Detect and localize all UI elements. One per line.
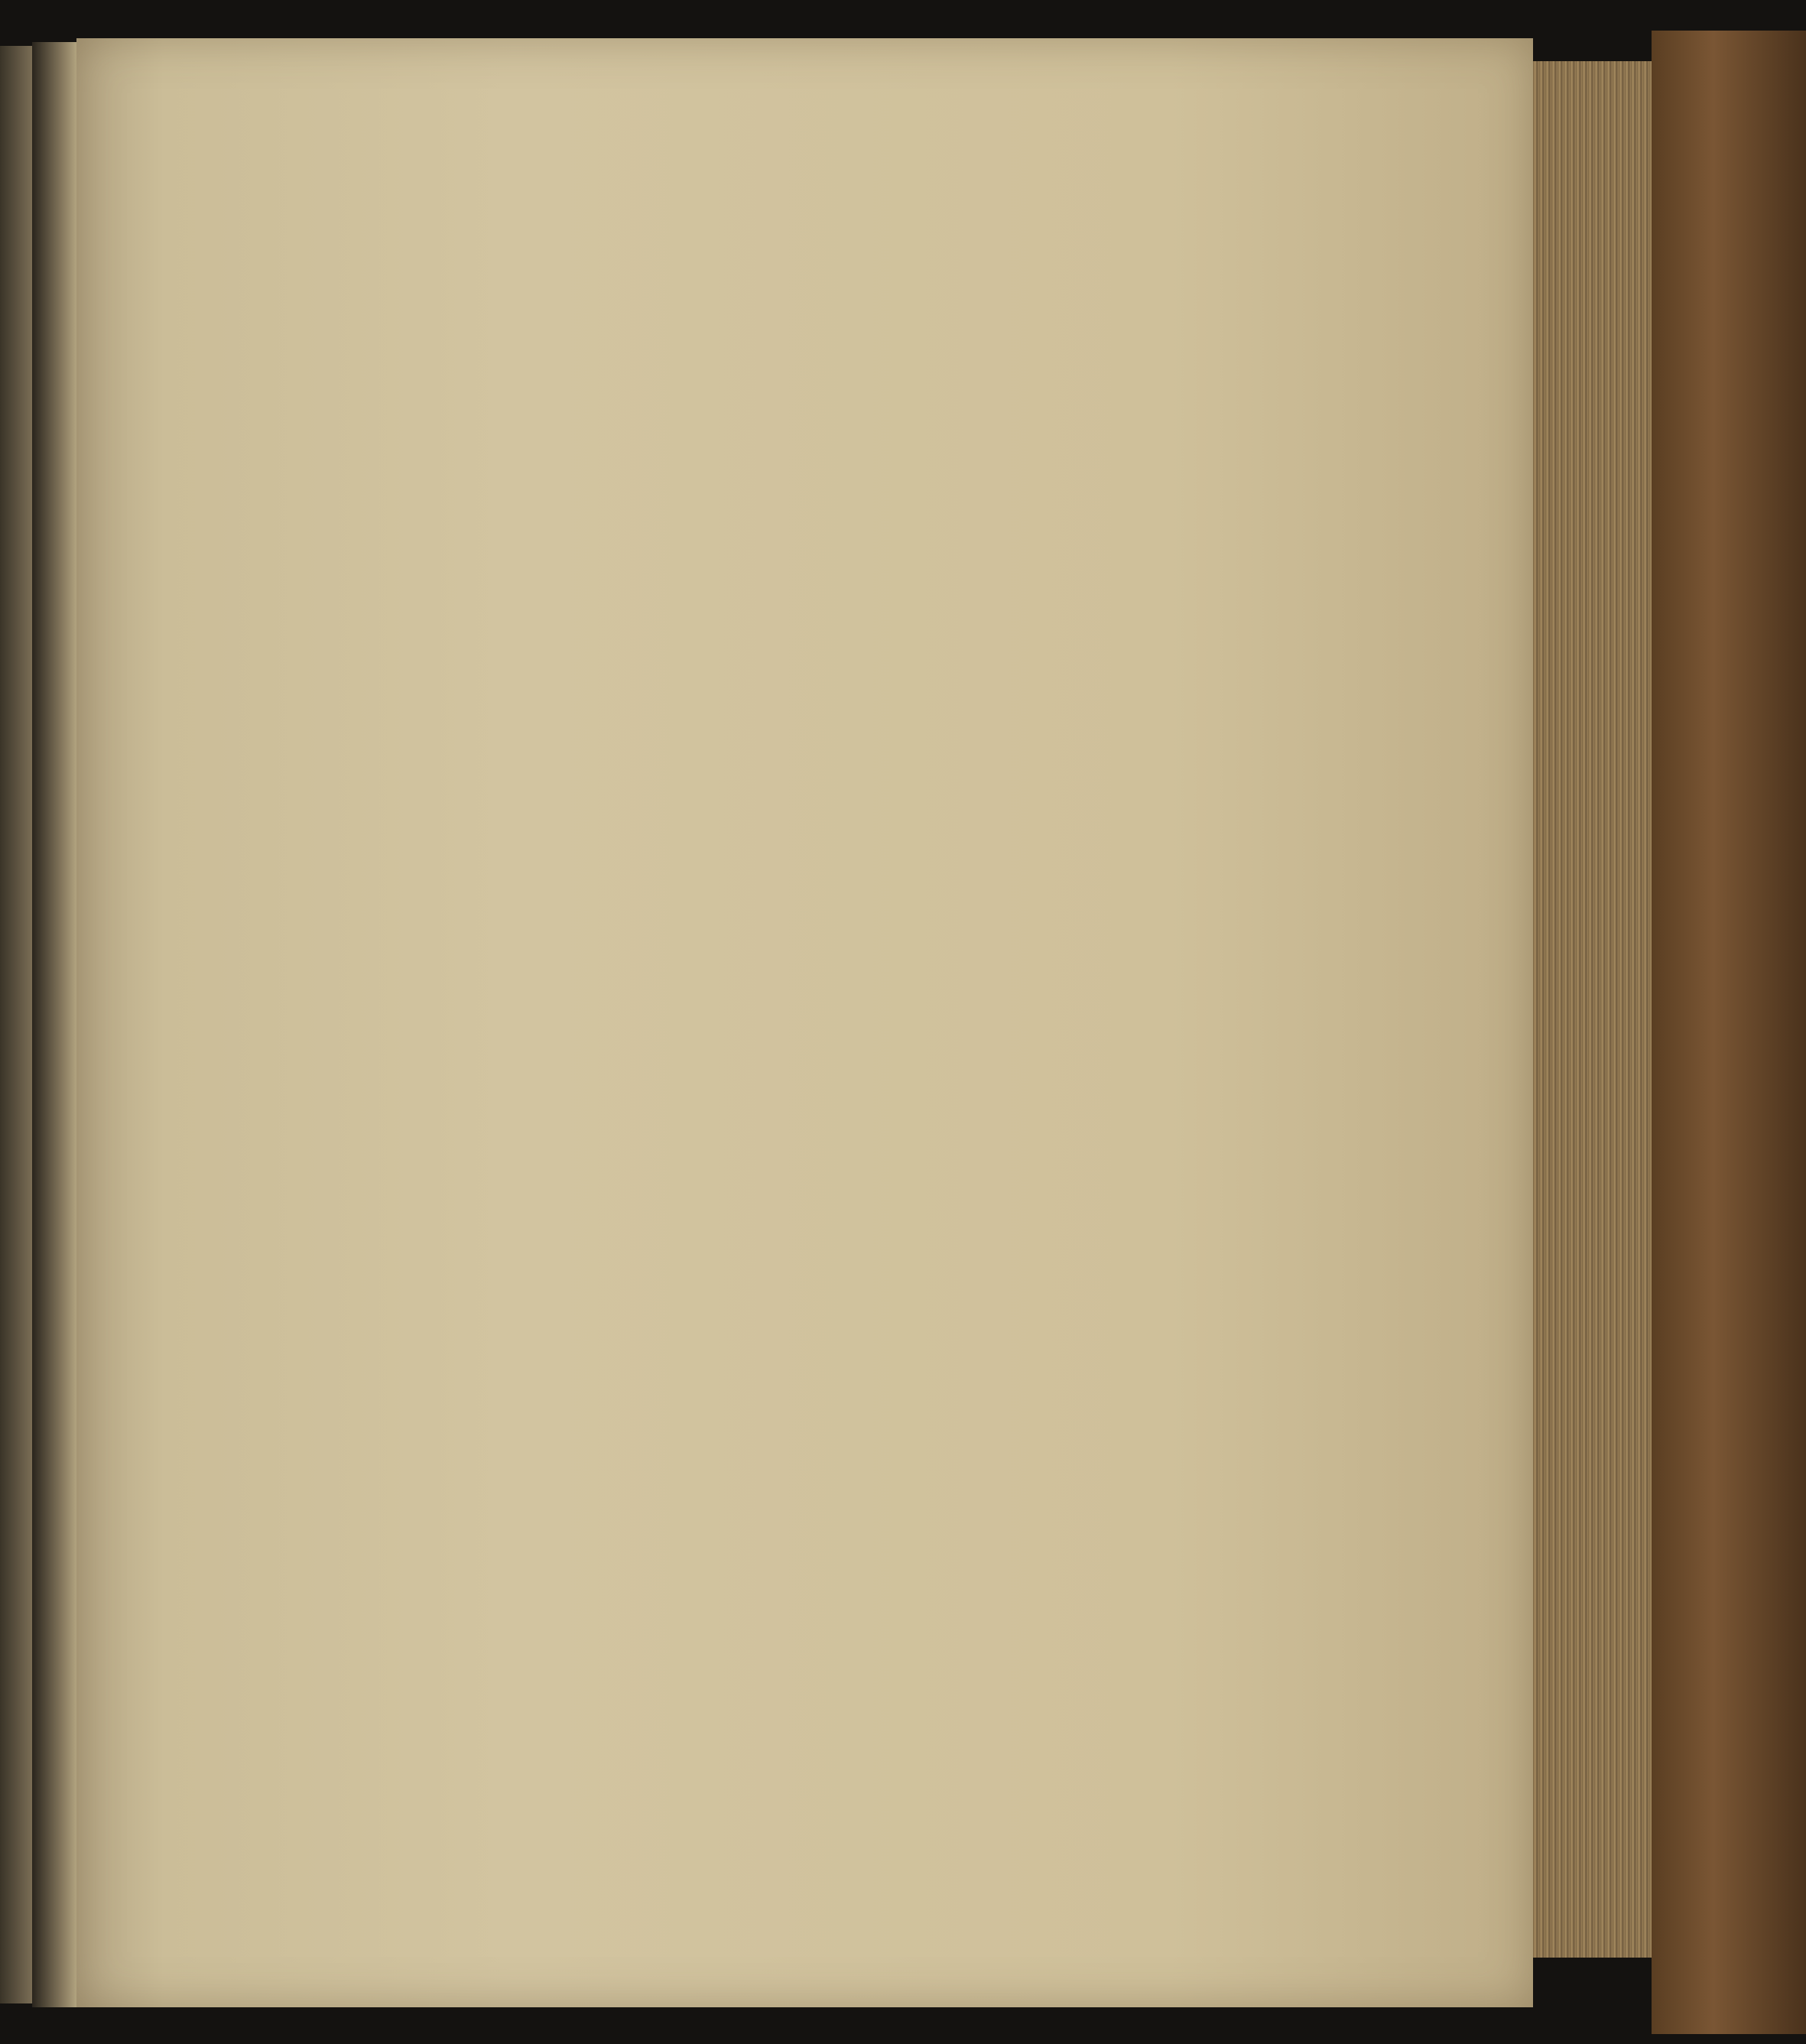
page: [76, 38, 1533, 2007]
facing-page-edge: [0, 46, 32, 2003]
book-cover: [1652, 31, 1806, 2034]
page-edges: [1533, 61, 1671, 1958]
book-gutter: [32, 42, 78, 2007]
